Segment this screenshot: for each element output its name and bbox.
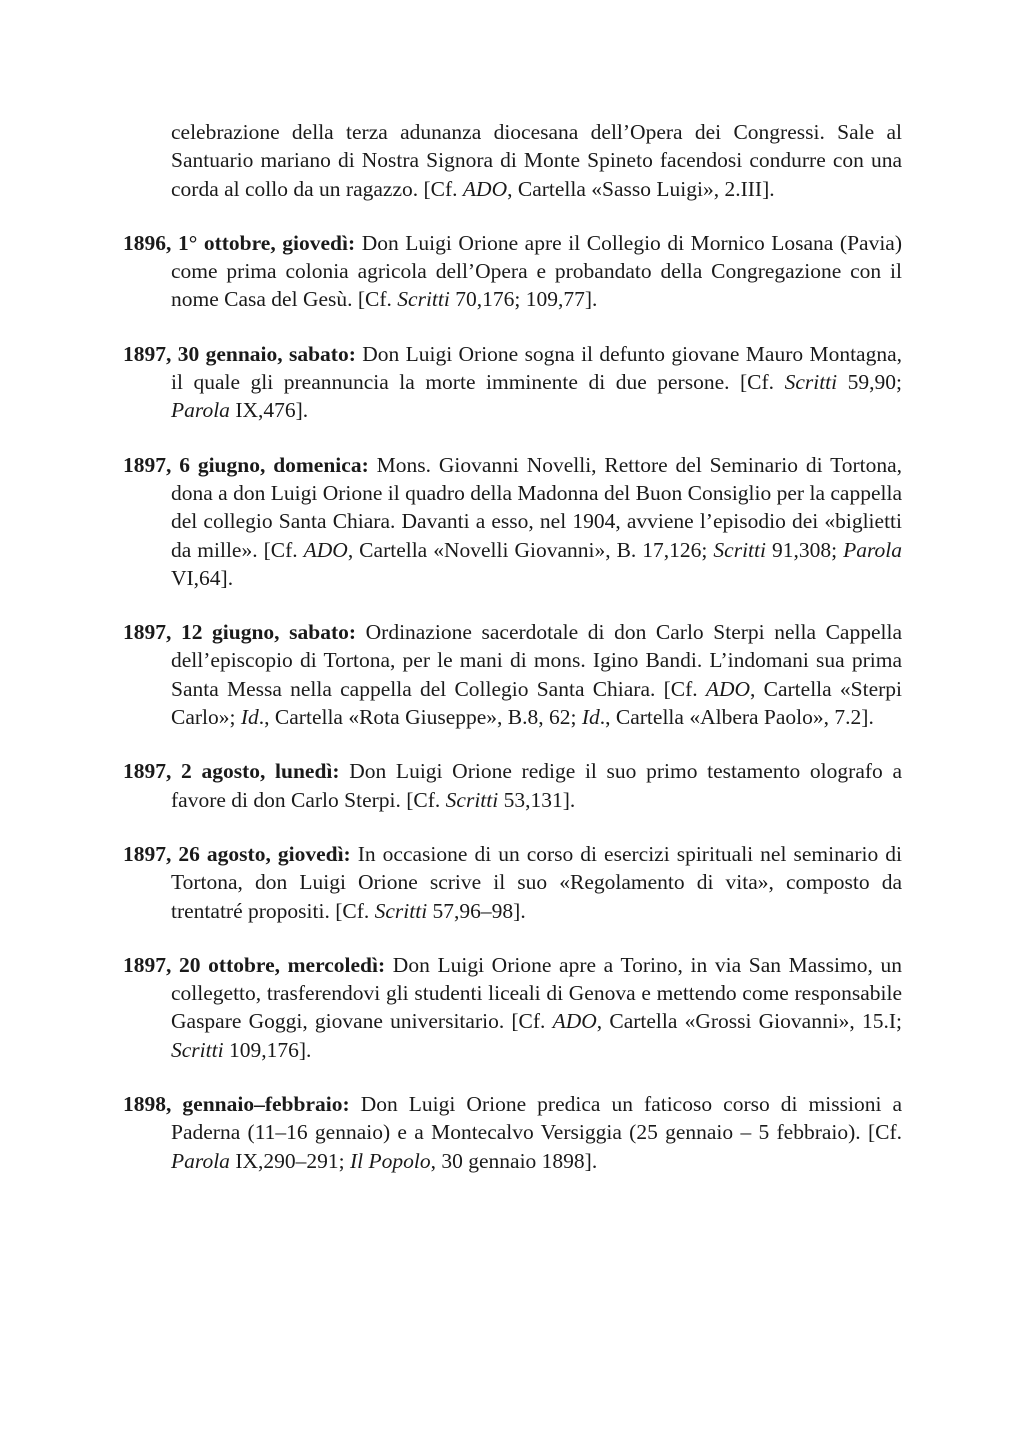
entry-text: 109,176].: [223, 1037, 312, 1062]
source-title: Il Popolo: [349, 1148, 431, 1173]
entry-text: , Cartella «Novelli Giovanni», B. 17,126;: [347, 537, 714, 562]
entry-list: [123, 118, 902, 1175]
source-title: Parola: [843, 537, 902, 562]
entry-date: 1897, 6 giugno, domenica:: [123, 452, 369, 477]
entry-text: In occasione di un corso di esercizi spirituali nel seminario di Tortona, don Luigi Orione scrive il suo «Regolamento di vita», composto da trentatré propositi. [Cf.: [171, 841, 902, 923]
chronology-entry: [123, 757, 902, 814]
entry-text: Ordinazione sacerdotale di don Carlo Sterpi nella Cappella dell’episcopio di Tortona, per le mani di mons. Igino Bandi. L’indomani sua prima Santa Messa nella cappella del Collegio Santa Chiara. [Cf.: [171, 620, 902, 701]
source-title: Id: [581, 705, 600, 730]
entry-text: , Cartella «Sasso Luigi», 2.III].: [507, 176, 775, 201]
chronology-entry: [123, 951, 902, 1064]
entry-date: 1897, 30 gennaio, sabato:: [123, 341, 356, 366]
source-title: Scritti: [374, 898, 428, 923]
chronology-entry: [123, 1090, 902, 1175]
entry-date: 1897, 26 agosto, giovedì:: [123, 841, 351, 866]
source-title: Parola: [171, 398, 230, 423]
source-title: Id: [240, 705, 259, 730]
chronology-entry: [123, 840, 902, 925]
entry-text: , 30 gennaio 1898].: [430, 1148, 598, 1173]
chronology-entry: [123, 451, 902, 592]
entry-text: Don Luigi Orione sogna il defunto giovane Mauro Montagna, il quale gli preannuncia la morte imminente di due persone. [Cf.: [171, 341, 902, 395]
source-title: Scritti: [445, 787, 499, 812]
entry-text: VI,64].: [171, 565, 234, 590]
source-title: ADO: [303, 537, 348, 562]
entry-text: IX,476].: [229, 398, 309, 423]
chronology-entry: [123, 340, 902, 425]
entry-date: 1897, 20 ottobre, mercoledì:: [123, 952, 386, 977]
source-title: ADO: [552, 1009, 597, 1034]
entry-date: 1897, 2 agosto, lunedì:: [123, 759, 340, 784]
source-title: Scritti: [397, 287, 450, 312]
source-title: Scritti: [784, 370, 838, 395]
entry-date: 1896, 1° ottobre, giovedì:: [123, 230, 356, 255]
source-title: Scritti: [713, 537, 766, 562]
entry-text: Don Luigi Orione apre il Collegio di Mornico Losana (Pavia) come prima colonia agricola dell’Opera e probandato della Congregazione con il nome Casa del Gesù. [Cf.: [171, 230, 902, 312]
entry-text: 53,131].: [498, 787, 576, 812]
source-title: ADO: [705, 676, 751, 701]
entry-text: , Cartella «Grossi Giovanni», 15.I;: [596, 1009, 902, 1034]
entry-text: ., Cartella «Albera Paolo», 7.2].: [599, 705, 874, 730]
chronology-entry: [123, 618, 902, 731]
source-title: Scritti: [171, 1037, 224, 1062]
chronology-entry: [123, 229, 902, 314]
entry-text: 70,176; 109,77].: [449, 287, 598, 312]
chronology-entry: [123, 118, 902, 203]
entry-text: Don Luigi Orione predica un faticoso corso di missioni a Paderna (11–16 gennaio) e a Montecalvo Versiggia (25 gennaio – 5 febbraio). [Cf.: [171, 1092, 903, 1145]
entry-text: ., Cartella «Rota Giuseppe», B.8, 62;: [258, 705, 582, 730]
source-title: ADO: [462, 176, 508, 201]
entry-text: Mons. Giovanni Novelli, Rettore del Seminario di Tortona, dona a don Luigi Orione il quadro della Madonna del Buon Consiglio per la cappella del collegio Santa Chiara. Davanti a esso, nel 1904, avviene l’episodio dei «biglietti da mille». [Cf.: [171, 452, 903, 562]
entry-text: , Cartella «Sterpi Carlo»;: [171, 676, 903, 730]
entry-text: IX,290–291;: [229, 1148, 350, 1173]
source-title: Parola: [171, 1148, 230, 1173]
entry-date: 1898, gennaio–febbraio:: [123, 1092, 350, 1117]
entry-text: celebrazione della terza adunanza diocesana dell’Opera dei Congressi. Sale al Santuario mariano di Nostra Signora di Monte Spineto facendosi condurre con una corda al collo da un ragazzo. [Cf.: [171, 120, 902, 201]
entry-text: Don Luigi Orione redige il suo primo testamento olografo a favore di don Carlo Sterpi. [Cf.: [171, 759, 902, 812]
entry-text: 91,308;: [765, 537, 844, 562]
chronology-page: [123, 118, 902, 1201]
entry-text: 59,90;: [837, 370, 902, 395]
entry-text: Don Luigi Orione apre a Torino, in via San Massimo, un collegetto, trasferendovi gli studenti liceali di Genova e mettendo come responsabile Gaspare Goggi, giovane universitario. [Cf.: [171, 952, 902, 1034]
entry-date: 1897, 12 giugno, sabato:: [123, 620, 357, 645]
entry-text: 57,96–98].: [427, 898, 526, 923]
